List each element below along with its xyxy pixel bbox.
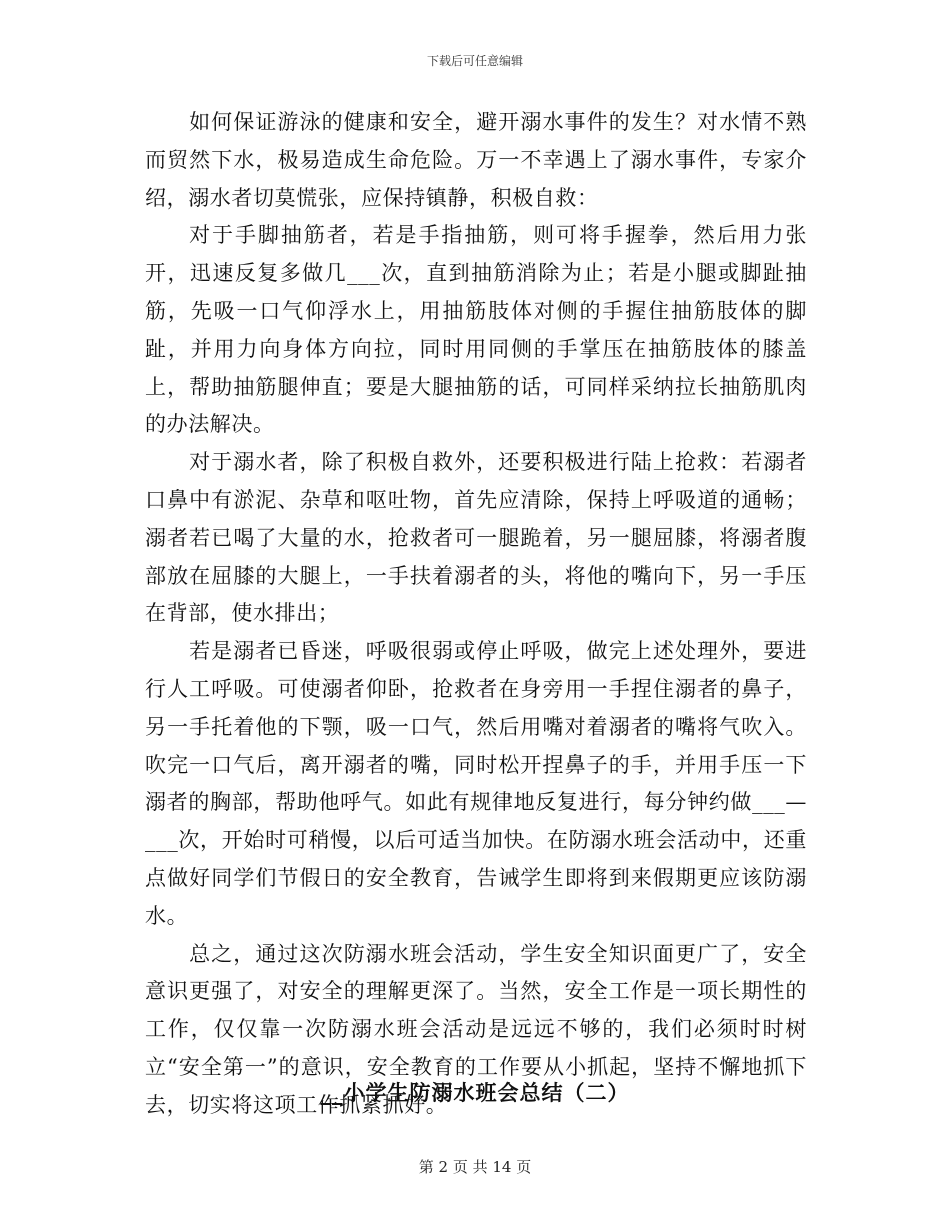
paragraph-rescue: 对于溺水者，除了积极自救外，还要积极进行陆上抢救：若溺者口鼻中有淤泥、杂草和呕吐物，首先应清除，保持上呼吸道的通畅；溺者若已喝了大量的水，抢救者可一腿跪着，另一腿屈膝，将溺者腹部放在屈膝的大腿上，一手扶着溺者的头，将他的嘴向下，另一手压在背部，使水排出； <box>145 450 807 626</box>
section-title: __小学生防溺水班会总结（二） <box>320 1081 630 1105</box>
paragraph-intro: 如何保证游泳的健康和安全，避开溺水事件的发生？对水情不熟而贸然下水，极易造成生命危险。万一不幸遇上了溺水事件，专家介绍，溺水者切莫慌张，应保持镇静，积极自救： <box>145 110 807 210</box>
document-body <box>145 104 807 1125</box>
paragraph-cramp: 对于手脚抽筋者，若是手指抽筋，则可将手握拳，然后用力张开，迅速反复多做几___次，直到抽筋消除为止；若是小腿或脚趾抽筋，先吸一口气仰浮水上，用抽筋肢体对侧的手握住抽筋肢体的脚趾，并用力向身体方向拉，同时用同侧的手掌压在抽筋肢体的膝盖上，帮助抽筋腿伸直；要是大腿抽筋的话，可同样采纳拉长抽筋肌肉的办法解决。 <box>145 223 807 437</box>
paragraph-conclusion: 总之，通过这次防溺水班会活动，学生安全知识面更广了，安全意识更强了，对安全的理解更深了。当然，安全工作是一项长期性的工作，仅仅靠一次防溺水班会活动是远远不够的，我们必须时时树立“安全第一”的意识，安全教育的工作要从小抓起，坚持不懈地抓下去，切实将这项工作抓紧抓好。 <box>145 941 807 1117</box>
page-number: 第 2 页 共 14 页 <box>418 1158 532 1176</box>
header-note: 下载后可任意编辑 <box>426 54 523 68</box>
paragraph-respiration: 若是溺者已昏迷，呼吸很弱或停止呼吸，做完上述处理外，要进行人工呼吸。可使溺者仰卧，抢救者在身旁用一手捏住溺者的鼻子，另一手托着他的下颚，吸一口气，然后用嘴对着溺者的嘴将气吹入。吹完一口气后，离开溺者的嘴，同时松开捏鼻子的手，并用手压一下溺者的胸部，帮助他呼气。如此有规律地反复进行，每分钟约做___—___次，开始时可稍慢，以后可适当加快。在防溺水班会活动中，还重点做好同学们节假日的安全教育，告诫学生即将到来假期更应该防溺水。 <box>145 639 807 928</box>
